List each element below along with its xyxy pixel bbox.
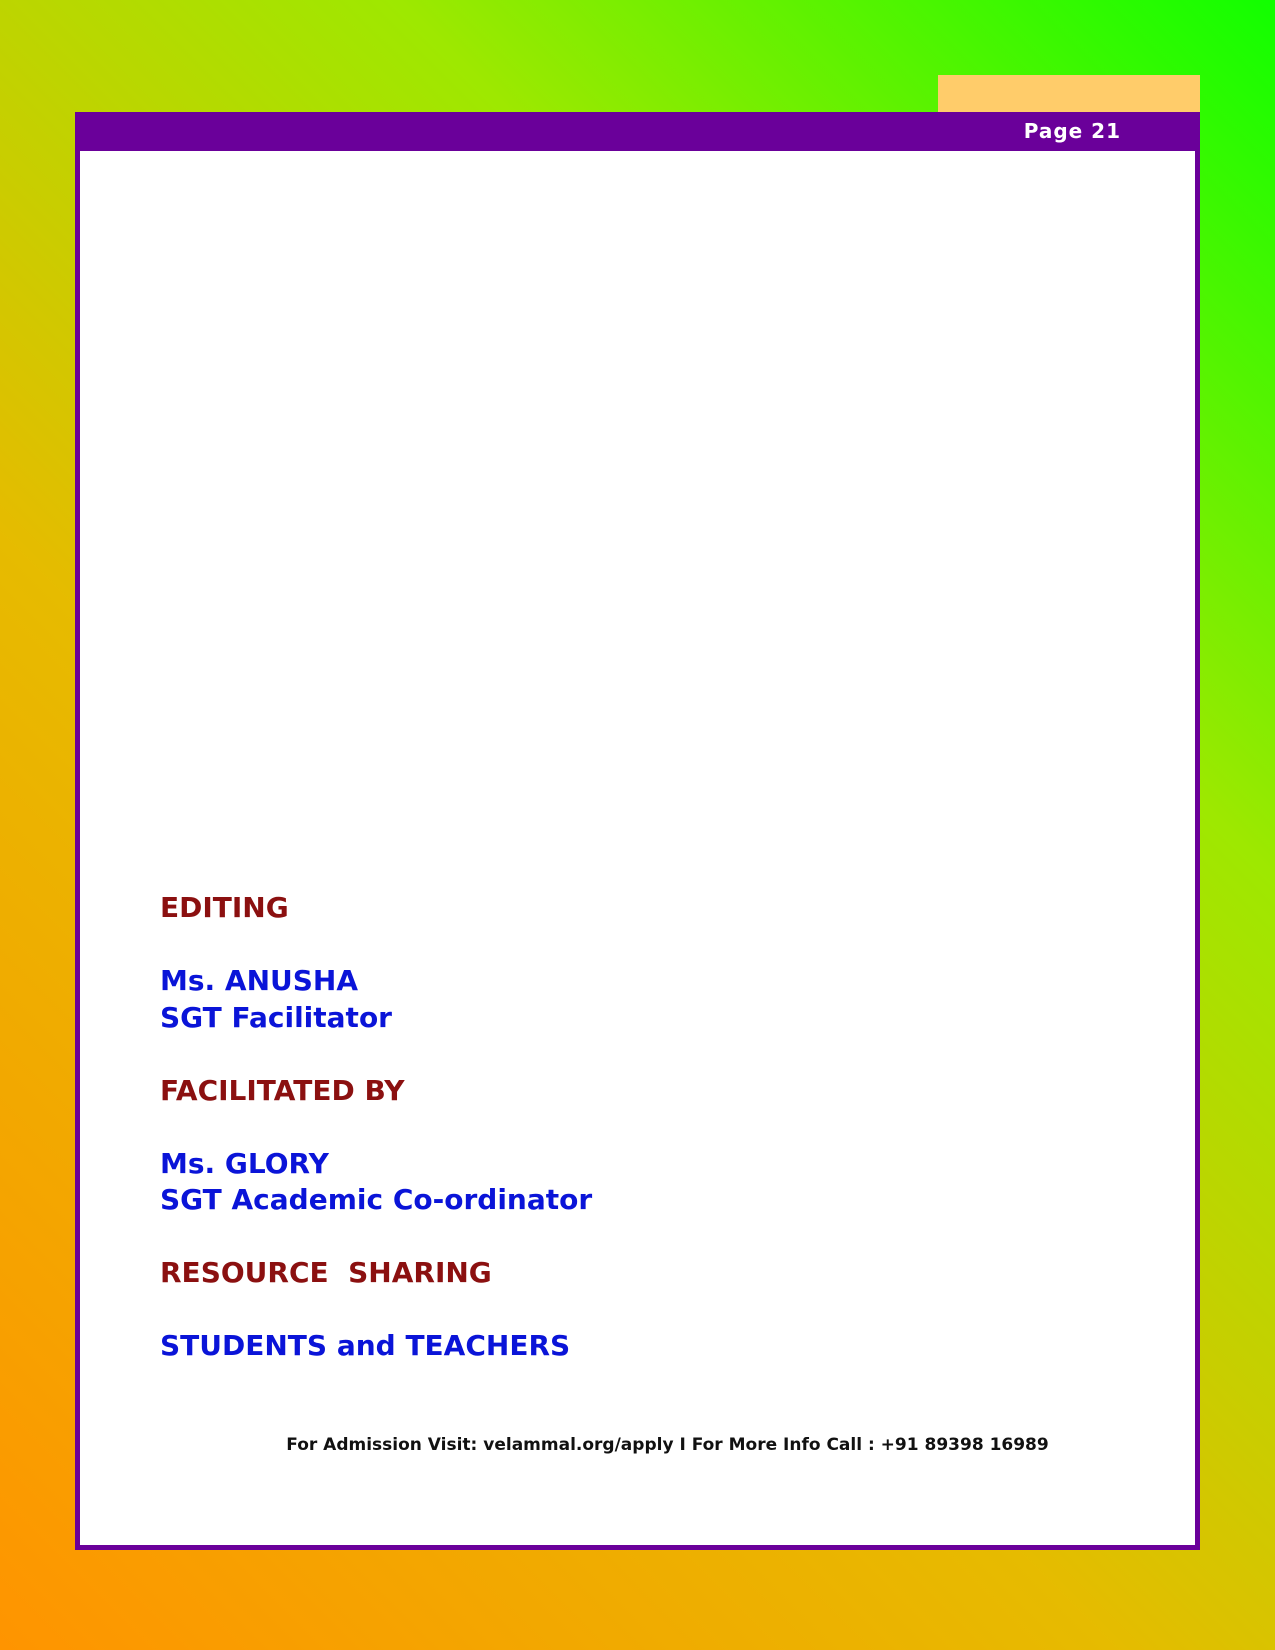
editing-heading: EDITING xyxy=(160,891,289,924)
facilitated-by-heading: FACILITATED BY xyxy=(160,1073,405,1107)
resource-contributors: STUDENTS and TEACHERS xyxy=(160,1329,571,1362)
facilitator-role: SGT Academic Co-ordinator xyxy=(160,1183,593,1216)
credits-section xyxy=(160,890,1060,1365)
header-bar xyxy=(80,112,1195,151)
page-number: Page 21 xyxy=(1023,119,1121,143)
editor-role: SGT Facilitator xyxy=(160,1000,392,1034)
header-tab-accent xyxy=(938,75,1200,115)
page-frame xyxy=(75,112,1200,1550)
editor-name: Ms. ANUSHA xyxy=(160,964,359,997)
facilitator-name: Ms. GLORY xyxy=(160,1146,329,1180)
footer-admission-info: For Admission Visit: velammal.org/apply I For More Info Call : +91 89398 16989 xyxy=(286,1435,1049,1455)
resource-sharing-heading: RESOURCE SHARING xyxy=(160,1256,492,1289)
